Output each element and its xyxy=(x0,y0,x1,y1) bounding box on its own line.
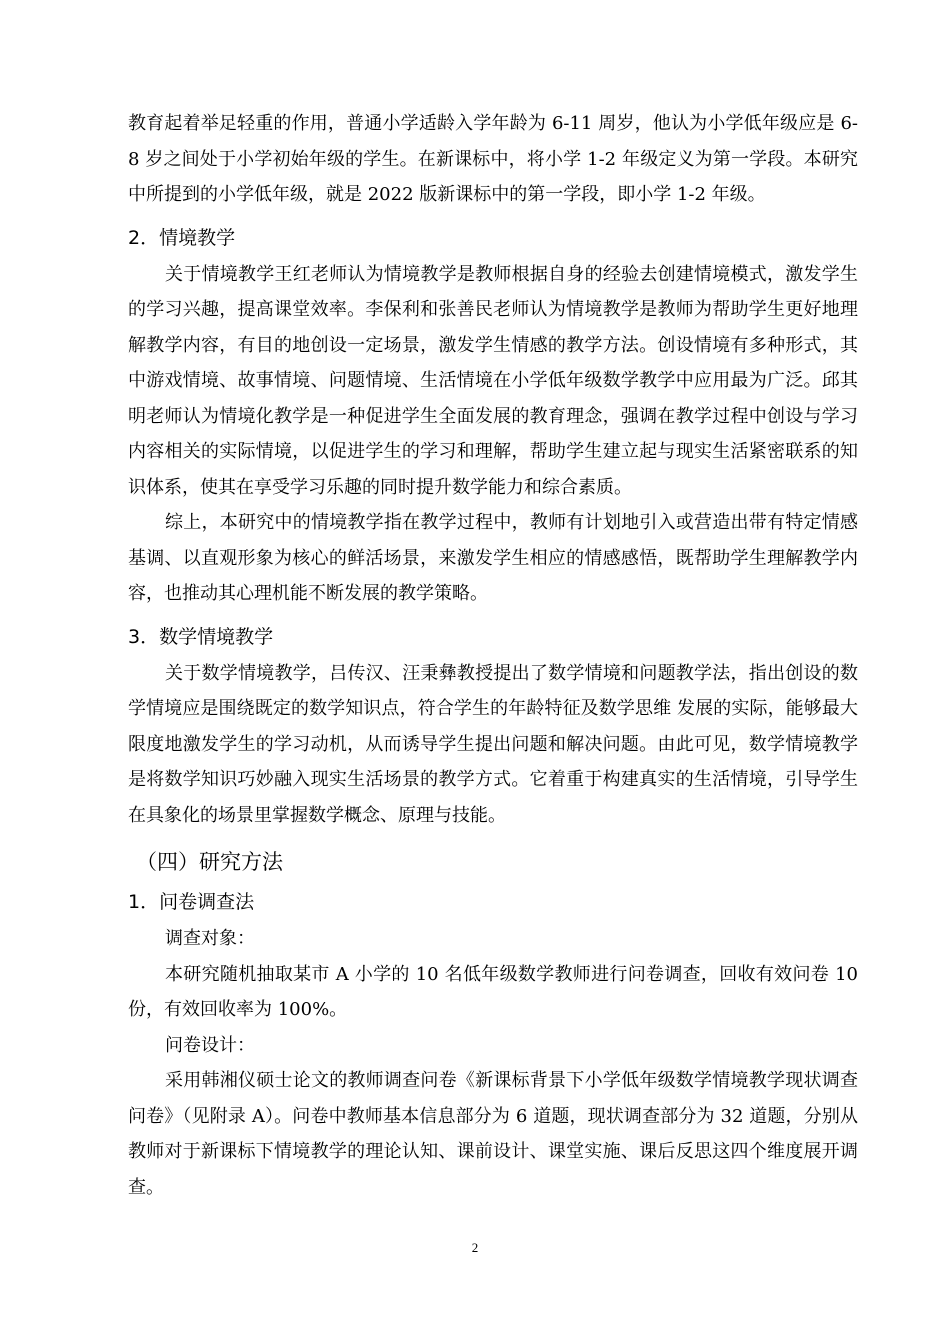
heading-research-methods: （四）研究方法 xyxy=(136,850,283,874)
paragraph-situational-teaching-views: 关于情境教学王红老师认为情境教学是教师根据自身的经验去创建情境模式，激发学生的学习兴趣，提高课堂效率。李保利和张善民老师认为情境教学是教师为帮助学生更好地理解教学内容，有目的地创设一定场景，激发学生情感的教学方法。创设情境有多种形式，其中游戏情境、故事情境、问题情境、生活情境在小学低年级数学教学中应用最为广泛。邱其明老师认为情境化教学是一种促进学生全面发展的教育理念，强调在教学过程中创设与学习内容相关的实际情境，以促进学生的学习和理解，帮助学生建立起与现实生活紧密联系的知识体系，使其在享受学习乐趣的同时提升数学能力和综合素质。 xyxy=(128,263,858,498)
paragraph-situational-teaching-summary: 综上，本研究中的情境教学指在教学过程中，教师有计划地引入或营造出带有特定情感基调、以直观形象为核心的鲜活场景，来激发学生相应的情感感悟，既帮助学生理解教学内容，也推动其心理机能不断发展的教学策略。 xyxy=(128,512,858,604)
page-number: 2 xyxy=(471,1240,479,1255)
heading-questionnaire-method: 1．问卷调查法 xyxy=(128,891,255,913)
paragraph-survey-subject: 本研究随机抽取某市 A 小学的 10 名低年级数学教师进行问卷调查，回收有效问卷 10 份，有效回收率为 100%。 xyxy=(128,963,858,1020)
paragraph-low-grade-definition: 教育起着举足轻重的作用，普通小学适龄入学年龄为 6-11 周岁，他认为小学低年级应是 6-8 岁之间处于小学初始年级的学生。在新课标中，将小学 1-2 年级定义为第一学段。本研究中所提到的小学低年级，就是 2022 版新课标中的第一学段，即小学 1-2 年级。 xyxy=(128,113,858,205)
document-page xyxy=(128,106,858,1205)
heading-situational-teaching: 2．情境教学 xyxy=(128,226,236,249)
heading-math-situational-teaching: 3．数学情境教学 xyxy=(128,625,274,648)
paragraph-questionnaire-design-label: 问卷设计： xyxy=(165,1034,255,1056)
paragraph-survey-subject-label: 调查对象： xyxy=(165,928,255,949)
paragraph-math-situational-teaching: 关于数学情境教学，吕传汉、汪秉彝教授提出了数学情境和问题教学法，指出创设的数学情境应是围绕既定的数学知识点，符合学生的年龄特征及数学思维 发展的实际，能够最大限度地激发学生的学习动机，从而诱导学生提出问题和解决问题。由此可见，数学情境教学是将数学知识巧妙融入现实生活场景的教学方式。它着重于构建真实的生活情境，引导学生在具象化的场景里掌握数学概念、原理与技能。 xyxy=(128,662,858,826)
paragraph-questionnaire-design: 采用韩湘仪硕士论文的教师调查问卷《新课标背景下小学低年级数学情境教学现状调查问卷》（见附录 A）。问卷中教师基本信息部分为 6 道题，现状调查部分为 32 道题，分别从教师对于新课标下情境教学的理论认知、课前设计、课堂实施、课后反思这四个维度展开调查。 xyxy=(128,1070,858,1198)
